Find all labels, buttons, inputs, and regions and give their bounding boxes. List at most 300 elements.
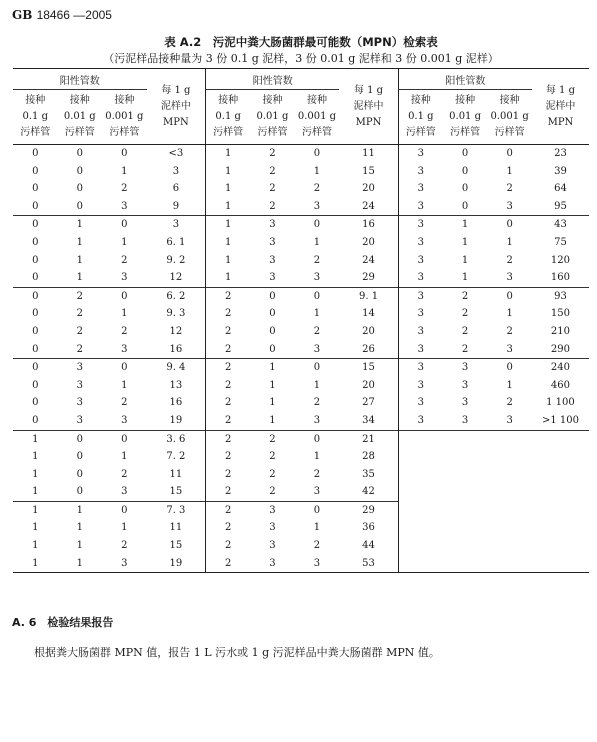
mpn-value-cell: 20 xyxy=(362,325,375,337)
positive-tube-count-cell: 3 xyxy=(506,200,513,212)
positive-tube-count-cell: 2 xyxy=(206,287,251,305)
column-header-line: 0.1 g xyxy=(22,111,48,122)
positive-tube-count-cell: 0 xyxy=(32,325,39,337)
positive-tube-count-cell: 0 xyxy=(487,216,532,234)
mpn-value-cell: 36 xyxy=(362,522,375,534)
column-header-line: 0.01 g xyxy=(256,111,289,122)
positive-tube-count-cell: 2 xyxy=(206,519,251,537)
mpn-header-line: 每 1 g xyxy=(161,84,191,96)
positive-tube-count-cell: 1 xyxy=(506,308,513,320)
mpn-value-cell: 26 xyxy=(362,343,375,355)
positive-tube-count-cell: 3 xyxy=(506,414,513,426)
column-header-line: 接种 xyxy=(410,95,431,106)
mpn-value-cell: 6 xyxy=(172,183,180,195)
mpn-value-cell: 7. 3 xyxy=(147,501,206,519)
positive-tube-count-cell: 1 xyxy=(269,414,276,426)
column-header-line: 污样管 xyxy=(20,127,51,138)
positive-tube-count-cell: 2 xyxy=(121,468,128,480)
positive-tube-count-cell: 2 xyxy=(506,397,513,409)
document-header xyxy=(12,8,112,22)
inoculation-column-header xyxy=(487,90,532,145)
mpn-value-cell: 6. 2 xyxy=(147,287,206,305)
positive-tube-count-cell: 0 xyxy=(102,501,147,519)
mpn-value-cell: 75 xyxy=(554,236,567,248)
positive-tube-count-cell: 3 xyxy=(398,412,443,430)
mpn-value-cell: 12 xyxy=(169,325,183,337)
positive-tube-count-cell: 0 xyxy=(76,468,83,480)
positive-tube-count-cell: 1 xyxy=(76,540,83,552)
mpn-value-cell: 44 xyxy=(362,540,375,552)
positive-tube-count-cell: 0 xyxy=(295,359,340,377)
empty-cell xyxy=(487,448,532,466)
positive-tube-count-cell: 2 xyxy=(269,200,276,212)
table-row xyxy=(13,448,589,466)
positive-tube-count-cell: 2 xyxy=(206,430,251,448)
mpn-header-line: 泥样中 xyxy=(545,100,576,112)
positive-tube-count-cell: 3 xyxy=(398,359,443,377)
positive-tube-count-cell: 3 xyxy=(121,200,128,212)
empty-cell xyxy=(487,519,532,537)
positive-tube-count-cell: 3 xyxy=(398,180,443,198)
table-row xyxy=(13,216,589,234)
mpn-table-block xyxy=(13,34,589,573)
empty-cell xyxy=(532,519,589,537)
mpn-value-cell: 15 xyxy=(169,540,183,552)
positive-tube-count-cell: 3 xyxy=(398,234,443,252)
positive-tube-count-cell: 0 xyxy=(461,200,469,212)
positive-tube-count-cell: 1 xyxy=(461,272,469,284)
empty-cell xyxy=(398,519,443,537)
positive-tube-count-cell: 0 xyxy=(76,165,83,177)
positive-tube-count-cell: 2 xyxy=(269,165,276,177)
positive-tube-count-cell: 2 xyxy=(58,287,103,305)
inoculation-column-header xyxy=(250,90,295,145)
positive-tube-count-cell: 0 xyxy=(102,430,147,448)
positive-tube-count-cell: 2 xyxy=(313,254,321,266)
empty-cell xyxy=(532,448,589,466)
positive-tube-count-cell: 3 xyxy=(398,287,443,305)
positive-tube-count-cell: 1 xyxy=(76,236,83,248)
positive-tube-count-cell: 1 xyxy=(461,236,469,248)
positive-tube-count-cell: 3 xyxy=(506,272,513,284)
mpn-value-cell: 290 xyxy=(550,343,570,355)
positive-tube-count-cell: 2 xyxy=(76,325,83,337)
positive-tube-count-cell: 0 xyxy=(487,287,532,305)
mpn-value-cell: 23 xyxy=(554,148,567,159)
positive-tube-count-cell: 2 xyxy=(76,343,83,355)
table-row xyxy=(13,145,589,163)
positive-tube-count-cell: 2 xyxy=(206,305,251,323)
mpn-value-cell: 20 xyxy=(362,183,375,195)
positive-tube-count-cell: 1 xyxy=(461,254,469,266)
positive-tube-count-cell: 2 xyxy=(506,254,513,266)
mpn-value-cell: 19 xyxy=(147,555,206,573)
positive-tube-count-cell: 3 xyxy=(269,254,276,266)
table-row xyxy=(13,483,589,501)
positive-tube-count-cell: 2 xyxy=(269,468,276,480)
positive-tube-count-cell: 1 xyxy=(206,180,251,198)
positive-tube-count-cell: 2 xyxy=(313,397,321,409)
positive-tube-count-cell: 1 xyxy=(32,522,39,534)
table-row xyxy=(13,252,589,270)
positive-tube-count-cell: 3 xyxy=(76,397,83,409)
positive-tube-count-cell: 1 xyxy=(58,501,103,519)
positive-tube-count-cell: 0 xyxy=(102,359,147,377)
column-header-line: 接种 xyxy=(306,95,327,106)
positive-tube-count-cell: 3 xyxy=(398,341,443,359)
empty-cell xyxy=(398,430,443,448)
positive-tube-count-cell: 2 xyxy=(269,148,276,159)
positive-tube-count-cell: 1 xyxy=(206,269,251,287)
positive-tube-count-cell: 1 xyxy=(206,216,251,234)
inoculation-column-header xyxy=(58,90,103,145)
positive-tube-count-cell: 2 xyxy=(121,325,128,337)
empty-cell xyxy=(443,483,488,501)
positive-tube-count-cell: 1 xyxy=(206,252,251,270)
mpn-value-cell: 29 xyxy=(339,501,398,519)
positive-tube-count-cell: 3 xyxy=(295,555,340,573)
empty-cell xyxy=(443,448,488,466)
mpn-header-line: 每 1 g xyxy=(545,84,575,96)
positive-tube-count-cell: 3 xyxy=(398,252,443,270)
positive-tube-count-cell: 0 xyxy=(76,148,83,159)
positive-tube-count-cell: 2 xyxy=(269,451,276,463)
section-heading: A. 6 检验结果报告 xyxy=(12,616,114,629)
column-header-line: 污样管 xyxy=(213,127,244,138)
column-header-line: 接种 xyxy=(455,95,476,106)
column-header-line: 0.001 g xyxy=(490,111,529,122)
mpn-value-cell: 11 xyxy=(169,468,183,480)
mpn-value-cell: 24 xyxy=(362,254,375,266)
empty-cell xyxy=(487,555,532,573)
table-row xyxy=(13,305,589,323)
empty-cell xyxy=(487,483,532,501)
column-header-line: 0.01 g xyxy=(63,111,96,122)
empty-cell xyxy=(398,537,443,555)
positive-tube-count-cell: 2 xyxy=(206,394,251,412)
positive-tube-count-cell: 0 xyxy=(295,430,340,448)
empty-cell xyxy=(443,555,488,573)
positive-tube-count-cell: 3 xyxy=(250,216,295,234)
positive-tube-count-cell: 2 xyxy=(206,323,251,341)
positive-tube-count-cell: 1 xyxy=(313,451,321,463)
positive-tube-count-cell: 1 xyxy=(121,379,128,391)
positive-tube-count-cell: 1 xyxy=(313,236,321,248)
positive-tube-count-cell: 1 xyxy=(13,430,58,448)
positive-tube-count-cell: 3 xyxy=(58,359,103,377)
positive-tube-count-cell: 0 xyxy=(32,236,39,248)
positive-tube-count-cell: 3 xyxy=(461,379,469,391)
positive-tube-count-cell: 0 xyxy=(32,308,39,320)
column-header-line: 污样管 xyxy=(494,127,525,138)
mpn-value-cell: 27 xyxy=(362,397,375,409)
column-header-line: 污样管 xyxy=(109,127,140,138)
table-title: 表 A.2 污泥中粪大肠菌群最可能数（MPN）检索表 xyxy=(164,35,438,49)
positive-tube-count-cell: 3 xyxy=(102,555,147,573)
positive-tube-count-cell: 3 xyxy=(76,414,83,426)
positive-tube-count-cell: 0 xyxy=(32,200,39,212)
table-row xyxy=(13,430,589,448)
positive-tube-count-cell: 1 xyxy=(32,540,39,552)
table-subtitle: （污泥样品接种量为 3 份 0.1 g 泥样，3 份 0.01 g 泥样和 3 份 0.001 g 泥样） xyxy=(103,52,499,65)
positive-tube-count-cell: 2 xyxy=(506,183,513,195)
positive-tube-count-cell: 2 xyxy=(250,430,295,448)
column-header-line: 污样管 xyxy=(64,127,95,138)
mpn-value-cell: 210 xyxy=(550,325,570,337)
positive-tube-count-cell: 0 xyxy=(13,216,58,234)
positive-tube-count-cell: 3 xyxy=(313,200,321,212)
mpn-value-cell: 3 xyxy=(172,165,180,177)
mpn-value-cell: 150 xyxy=(550,308,570,320)
positive-tube-count-cell: 0 xyxy=(32,272,39,284)
positive-tube-count-cell: 2 xyxy=(313,183,321,195)
empty-cell xyxy=(487,430,532,448)
mpn-value-cell: 13 xyxy=(169,379,183,391)
positive-tube-count-cell: 2 xyxy=(269,183,276,195)
positive-tube-count-cell: 0 xyxy=(269,343,276,355)
positive-tube-count-cell: 1 xyxy=(121,165,128,177)
positive-tube-count-cell: 1 xyxy=(250,359,295,377)
positive-tube-count-cell: 3 xyxy=(398,323,443,341)
mpn-value-cell: 6. 1 xyxy=(166,236,186,248)
mpn-header xyxy=(339,69,398,145)
positive-tube-count-cell: 0 xyxy=(13,359,58,377)
positive-tube-count-cell: 3 xyxy=(398,305,443,323)
column-header-line: 污样管 xyxy=(301,127,332,138)
table-row xyxy=(13,341,589,359)
mpn-value-cell: 16 xyxy=(169,343,183,355)
positive-tube-count-cell: 3 xyxy=(313,343,321,355)
mpn-value-cell: 28 xyxy=(362,451,375,463)
positive-tube-count-cell: 0 xyxy=(461,148,469,159)
table-row xyxy=(13,412,589,430)
positive-tube-count-cell: 3 xyxy=(250,501,295,519)
standard-number: 18466 —2005 xyxy=(36,8,112,22)
mpn-value-cell: 29 xyxy=(362,272,375,284)
positive-tube-count-cell: 2 xyxy=(121,540,128,552)
empty-cell xyxy=(532,466,589,484)
positive-tube-count-cell: 1 xyxy=(32,468,39,480)
positive-tube-count-cell: 2 xyxy=(313,540,321,552)
mpn-value-cell: 9. 3 xyxy=(166,308,186,320)
positive-tube-count-cell: 0 xyxy=(295,287,340,305)
mpn-header-line: MPN xyxy=(163,116,189,128)
positive-tube-count-cell: 3 xyxy=(121,486,128,498)
positive-tube-count-cell: 3 xyxy=(506,343,513,355)
positive-tube-count-cell: 0 xyxy=(76,451,83,463)
positive-tube-count-cell: 2 xyxy=(506,325,513,337)
column-header-line: 接种 xyxy=(218,95,239,106)
column-header-line: 0.01 g xyxy=(449,111,482,122)
mpn-value-cell: 35 xyxy=(362,468,375,480)
positive-tube-count-cell: 2 xyxy=(206,555,251,573)
inoculation-column-header xyxy=(295,90,340,145)
table-row xyxy=(13,163,589,181)
positive-tube-count-cell: 0 xyxy=(76,200,83,212)
positive-tube-count-cell: 1 xyxy=(32,486,39,498)
table-row xyxy=(13,519,589,537)
positive-tube-count-cell: 2 xyxy=(206,412,251,430)
positive-tube-count-cell: 2 xyxy=(443,287,488,305)
positive-tube-count-cell: 3 xyxy=(269,540,276,552)
positive-tube-count-cell: 0 xyxy=(295,216,340,234)
table-row xyxy=(13,359,589,377)
positive-tube-count-cell: 3 xyxy=(398,163,443,181)
positive-tube-count-cell: 3 xyxy=(121,414,128,426)
positive-tube-count-cell: 2 xyxy=(461,325,469,337)
mpn-value-cell: 15 xyxy=(362,165,375,177)
positive-tube-count-cell: 0 xyxy=(506,148,513,159)
empty-cell xyxy=(398,448,443,466)
positive-tube-count-cell: 0 xyxy=(313,148,321,159)
positive-tube-count-cell: 3 xyxy=(313,272,321,284)
positive-tube-count-cell: 2 xyxy=(206,341,251,359)
mpn-value-cell: 1 100 xyxy=(546,397,575,409)
mpn-value-cell: 9. 2 xyxy=(166,254,186,266)
mpn-value-cell: 20 xyxy=(362,379,375,391)
table-row xyxy=(13,234,589,252)
empty-cell xyxy=(443,430,488,448)
empty-cell xyxy=(443,519,488,537)
positive-tube-count-cell: 0 xyxy=(269,325,276,337)
empty-cell xyxy=(532,555,589,573)
empty-cell xyxy=(487,466,532,484)
positive-tube-count-cell: 2 xyxy=(121,183,128,195)
mpn-value-cell: 20 xyxy=(362,236,375,248)
positive-tube-count-cell: 1 xyxy=(76,254,83,266)
positive-tube-count-cell: 2 xyxy=(121,397,128,409)
positive-tube-count-cell: 0 xyxy=(58,430,103,448)
positive-tube-count-cell: 3 xyxy=(250,555,295,573)
column-header-line: 污样管 xyxy=(450,127,481,138)
positive-tube-count-cell: 2 xyxy=(76,308,83,320)
mpn-header-line: MPN xyxy=(547,116,574,128)
table-row xyxy=(13,198,589,216)
positive-tube-count-cell: 1 xyxy=(121,522,128,534)
positive-tube-count-cell: 1 xyxy=(121,451,128,463)
mpn-value-cell: 16 xyxy=(169,397,183,409)
column-header-line: 0.001 g xyxy=(105,111,144,122)
positive-tube-count-cell: 0 xyxy=(32,379,39,391)
mpn-value-cell: 11 xyxy=(362,148,375,159)
positive-tube-count-cell: 0 xyxy=(102,287,147,305)
positive-tube-count-cell: 1 xyxy=(443,216,488,234)
mpn-value-cell: 14 xyxy=(362,308,375,320)
mpn-value-cell: 43 xyxy=(532,216,589,234)
positive-tube-count-cell: 0 xyxy=(32,397,39,409)
empty-cell xyxy=(443,466,488,484)
column-header-line: 污样管 xyxy=(257,127,288,138)
column-header-line: 0.1 g xyxy=(215,111,241,122)
mpn-value-cell: 34 xyxy=(362,414,375,426)
empty-cell xyxy=(398,501,443,519)
mpn-value-cell: 16 xyxy=(339,216,398,234)
positive-tube-count-cell: 0 xyxy=(269,308,276,320)
mpn-value-cell: 24 xyxy=(362,200,375,212)
positive-tube-count-cell: 2 xyxy=(206,359,251,377)
positive-tube-count-cell: 0 xyxy=(32,165,39,177)
positive-tube-count-cell: 1 xyxy=(76,272,83,284)
positive-tube-count-cell: 1 xyxy=(206,145,251,163)
positive-tube-count-cell: 1 xyxy=(58,555,103,573)
mpn-value-cell: 9 xyxy=(172,200,180,212)
empty-cell xyxy=(398,466,443,484)
inoculation-column-header xyxy=(398,90,443,145)
mpn-value-cell: 64 xyxy=(554,183,567,195)
positive-tube-count-cell: 0 xyxy=(32,343,39,355)
column-header-line: 接种 xyxy=(25,95,46,106)
positive-tube-count-cell: 3 xyxy=(269,236,276,248)
column-header-line: 0.1 g xyxy=(408,111,434,122)
positive-tube-count-cell: 0 xyxy=(32,414,39,426)
positive-tube-count-cell: 3 xyxy=(269,522,276,534)
empty-cell xyxy=(532,537,589,555)
positive-tube-count-cell: 2 xyxy=(313,468,321,480)
inoculation-column-header xyxy=(102,90,147,145)
mpn-header-line: 泥样中 xyxy=(353,100,384,112)
empty-cell xyxy=(443,501,488,519)
table-row xyxy=(13,537,589,555)
positive-tube-count-cell: 1 xyxy=(13,501,58,519)
mpn-value-cell: 120 xyxy=(550,254,570,266)
mpn-value-cell: 11 xyxy=(169,522,183,534)
positive-tube-count-cell: 2 xyxy=(206,377,251,395)
mpn-header-line: 每 1 g xyxy=(353,84,384,96)
positive-tube-count-cell: 1 xyxy=(32,451,39,463)
positive-tube-count-cell: 3 xyxy=(443,359,488,377)
mpn-header xyxy=(147,69,206,145)
column-header-line: 接种 xyxy=(499,95,520,106)
mpn-header xyxy=(532,69,589,145)
positive-tube-count-cell: 2 xyxy=(269,486,276,498)
empty-cell xyxy=(443,537,488,555)
positive-tube-count-cell: 0 xyxy=(32,183,39,195)
positive-tube-count-cell: 2 xyxy=(206,448,251,466)
positive-tube-count-cell: 1 xyxy=(506,379,513,391)
positive-tube-count-cell: 1 xyxy=(121,236,128,248)
positive-tube-count-cell: 1 xyxy=(313,379,321,391)
mpn-value-cell: 12 xyxy=(169,272,183,284)
positive-tube-count-cell: 1 xyxy=(269,397,276,409)
column-header-line: 接种 xyxy=(262,95,283,106)
positive-tube-count-cell: 0 xyxy=(461,183,469,195)
mpn-value-cell: 15 xyxy=(169,486,183,498)
mpn-value-cell: 460 xyxy=(550,379,570,391)
positive-tube-count-cell: 1 xyxy=(206,163,251,181)
positive-tube-count-cell: 3 xyxy=(461,414,469,426)
mpn-value-cell: 3. 6 xyxy=(147,430,206,448)
positive-tube-count-cell: 1 xyxy=(206,198,251,216)
mpn-value-cell: 3 xyxy=(147,216,206,234)
positive-tube-count-cell: 3 xyxy=(76,379,83,391)
mpn-value-cell: 7. 2 xyxy=(166,451,186,463)
mpn-value-cell: 93 xyxy=(532,287,589,305)
positive-tube-count-cell: 3 xyxy=(398,269,443,287)
positive-tube-count-cell: 3 xyxy=(398,198,443,216)
table-row xyxy=(13,323,589,341)
table-row xyxy=(13,269,589,287)
positive-tube-count-cell: 1 xyxy=(313,308,321,320)
positive-tube-count-cell: 0 xyxy=(461,165,469,177)
positive-tube-count-cell: 3 xyxy=(313,486,321,498)
positive-tube-count-cell: 0 xyxy=(487,359,532,377)
positive-tube-count-cell: 3 xyxy=(461,397,469,409)
column-header-line: 接种 xyxy=(114,95,135,106)
positive-tube-count-cell: 3 xyxy=(121,343,128,355)
empty-cell xyxy=(532,430,589,448)
inoculation-column-header xyxy=(13,90,58,145)
positive-tube-count-cell: 1 xyxy=(121,308,128,320)
